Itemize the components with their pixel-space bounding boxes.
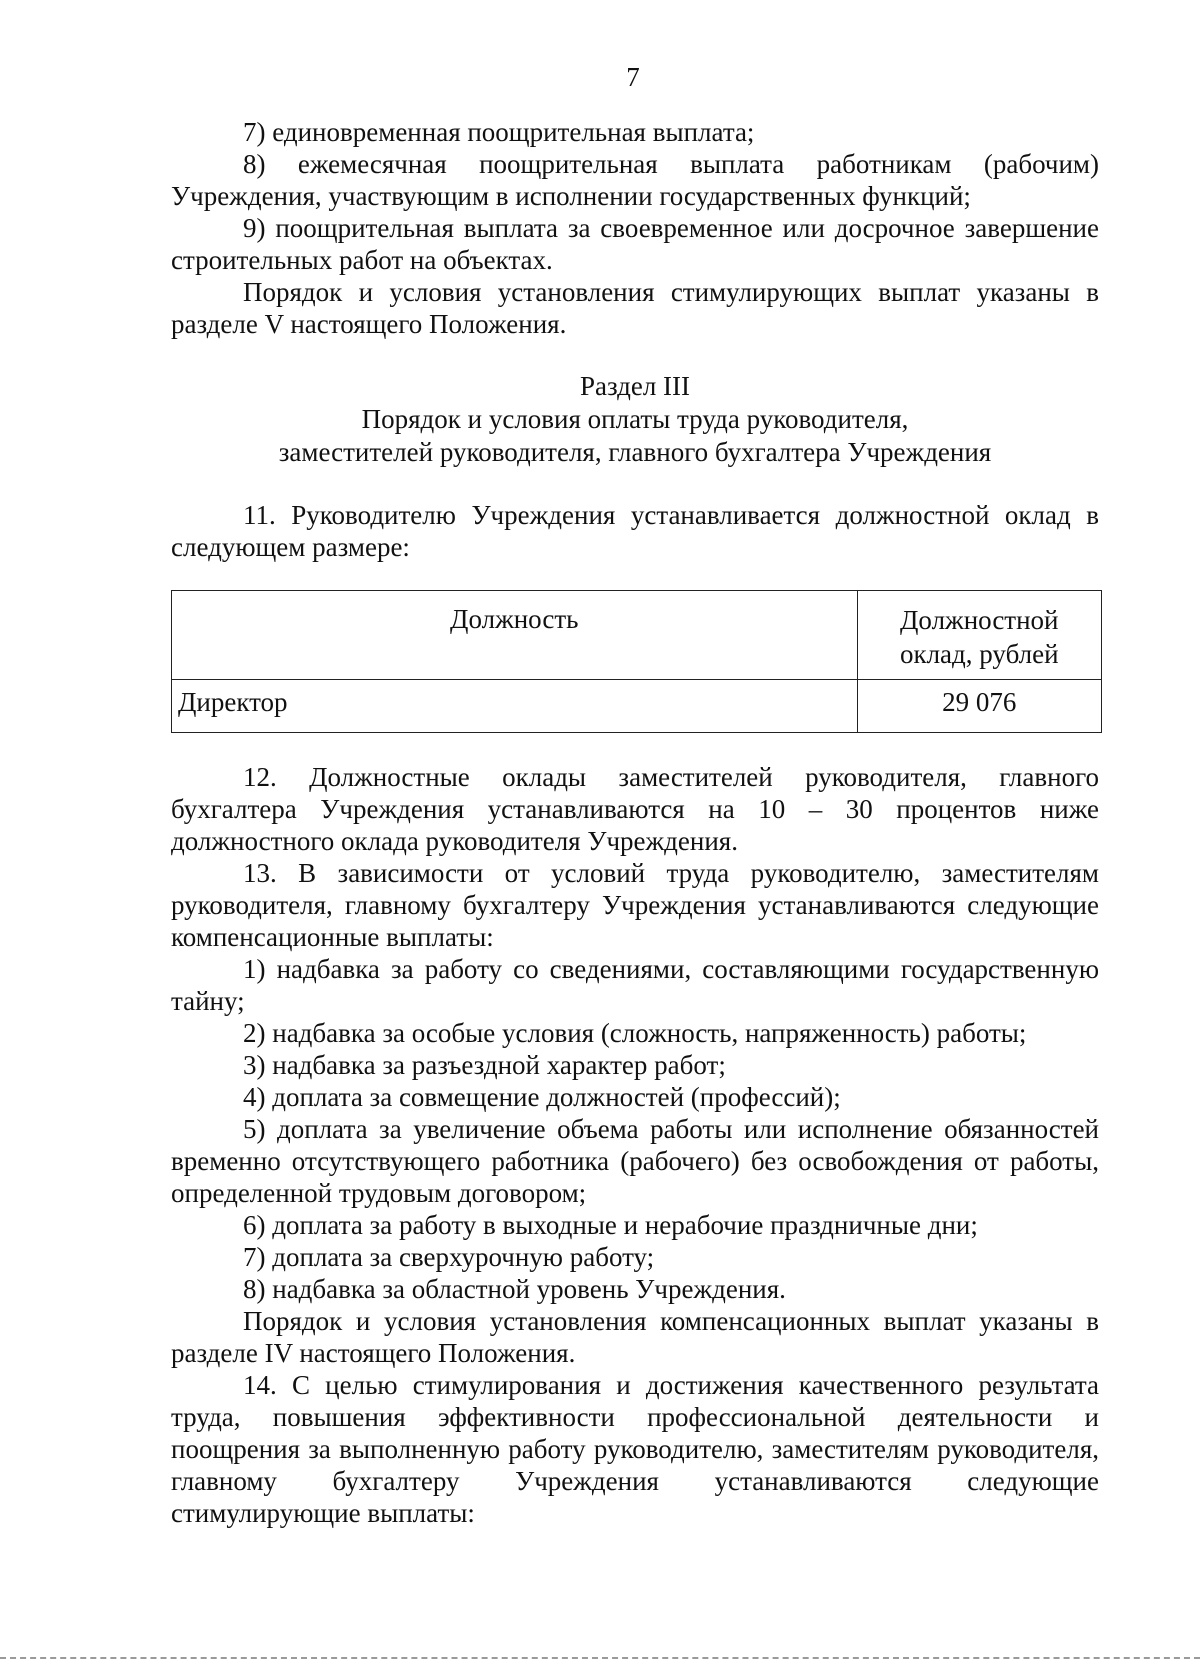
- list-item: 8) ежемесячная поощрительная выплата работникам (рабочим) Учреждения, участвующим в исполнении государственных функций;: [171, 149, 1099, 211]
- header-line: Должностной: [900, 605, 1059, 635]
- table-row: [172, 680, 1102, 733]
- header-line: оклад, рублей: [899, 639, 1059, 669]
- table-cell: 29 076: [857, 680, 1101, 733]
- scan-edge-line: [0, 1657, 1200, 1659]
- list-item: 5) доплата за увеличение объема работы или исполнение обязанностей временно отсутствующего работника (рабочего) без освобождения от работы, определенной трудовым договором;: [171, 1114, 1099, 1208]
- paragraph: 14. С целью стимулирования и достижения качественного результата труда, повышения эффективности профессиональной деятельности и поощрения за выполненную работу руководителю, заместителям руководителя, главному бухгалтеру Учреждения устанавливаются следующие стимулирующие выплаты:: [171, 1370, 1099, 1528]
- salary-table: [171, 590, 1102, 733]
- list-item: 3) надбавка за разъездной характер работ;: [243, 1050, 726, 1080]
- section-title: Порядок и условия оплаты труда руководителя,: [361, 404, 909, 434]
- list-item: 4) доплата за совмещение должностей (профессий);: [243, 1082, 841, 1112]
- list-item: 1) надбавка за работу со сведениями, составляющими государственную тайну;: [171, 954, 1099, 1016]
- paragraph: 13. В зависимости от условий труда руководителю, заместителям руководителя, главному бухгалтеру Учреждения устанавливаются следующие компенсационные выплаты:: [171, 858, 1099, 952]
- list-item: 2) надбавка за особые условия (сложность, напряженность) работы;: [243, 1018, 1027, 1048]
- section-label: Раздел III: [579, 371, 691, 401]
- list-item: 8) надбавка за областной уровень Учреждения.: [243, 1274, 786, 1304]
- list-item: 7) доплата за сверхурочную работу;: [243, 1242, 655, 1272]
- list-item: 6) доплата за работу в выходные и нерабочие праздничные дни;: [243, 1210, 978, 1240]
- table-header-row: [172, 591, 1102, 680]
- paragraph: 12. Должностные оклады заместителей руководителя, главного бухгалтера Учреждения устанавливаются на 10 – 30 процентов ниже должностного оклада руководителя Учреждения.: [171, 762, 1099, 856]
- page-number: 7: [626, 62, 640, 92]
- list-item: 9) поощрительная выплата за своевременное или досрочное завершение строительных работ на объектах.: [171, 213, 1099, 275]
- section-heading: [171, 370, 1099, 469]
- paragraph: Порядок и условия установления стимулирующих выплат указаны в разделе V настоящего Положения.: [171, 277, 1099, 339]
- table-header-cell: Должность: [172, 591, 858, 680]
- list-item: 7) единовременная поощрительная выплата;: [243, 117, 755, 147]
- paragraph: 11. Руководителю Учреждения устанавливается должностной оклад в следующем размере:: [171, 500, 1099, 562]
- table-cell: Директор: [172, 680, 858, 733]
- paragraph: Порядок и условия установления компенсационных выплат указаны в разделе IV настоящего Положения.: [171, 1306, 1099, 1368]
- table-header-cell: [857, 591, 1101, 680]
- section-title: заместителей руководителя, главного бухгалтера Учреждения: [278, 437, 992, 467]
- document-body: [171, 116, 1099, 1529]
